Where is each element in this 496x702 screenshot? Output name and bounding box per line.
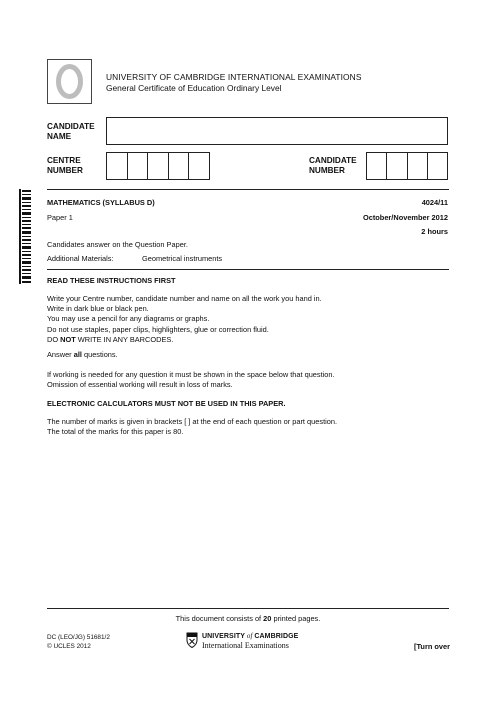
instruction-line: You may use a pencil for any diagrams or graphs.	[47, 314, 210, 324]
instructions-list	[47, 294, 447, 345]
working-instruction: If working is needed for any question it must be shown in the space below that question. Omission of essential working will result in loss of marks.	[47, 370, 335, 390]
candidate-name-field[interactable]	[106, 117, 448, 145]
paper-code: 4024/11	[421, 198, 448, 207]
instruction-line: Write in dark blue or black pen.	[47, 304, 149, 314]
digit-cell[interactable]	[148, 153, 169, 179]
centre-number-label: CENTRE NUMBER	[47, 156, 83, 175]
turn-over-label: [Turn over	[414, 642, 450, 651]
digit-cell[interactable]	[128, 153, 149, 179]
answer-on-paper: Candidates answer on the Question Paper.	[47, 240, 188, 249]
instruction-line: DO NOT WRITE IN ANY BARCODES.	[47, 334, 174, 344]
divider	[47, 608, 449, 609]
digit-cell[interactable]	[107, 153, 128, 179]
instruction-line: Do not use staples, paper clips, highlighters, glue or correction fluid.	[47, 324, 269, 334]
additional-materials-value: Geometrical instruments	[142, 254, 223, 263]
exam-duration: 2 hours	[421, 227, 448, 236]
calculator-notice: ELECTRONIC CALCULATORS MUST NOT BE USED IN THIS PAPER.	[47, 399, 286, 408]
paper-number: Paper 1	[47, 213, 73, 222]
candidate-name-label: CANDIDATE NAME	[47, 122, 95, 141]
additional-materials-label: Additional Materials:	[47, 254, 114, 263]
digit-cell[interactable]	[189, 153, 209, 179]
qualification-level: General Certificate of Education Ordinary Level	[106, 83, 282, 93]
digit-cell[interactable]	[387, 153, 407, 179]
document-reference: DC (LEO/JG) 51681/2 © UCLES 2012	[47, 634, 110, 650]
digit-cell[interactable]	[169, 153, 190, 179]
divider	[47, 189, 449, 190]
instructions-heading: READ THESE INSTRUCTIONS FIRST	[47, 276, 176, 285]
marks-instruction: The number of marks is given in brackets [ ] at the end of each question or part question. The total of the marks for this paper is 80.	[47, 417, 338, 437]
digit-cell[interactable]	[408, 153, 428, 179]
divider	[47, 269, 449, 270]
cambridge-wordmark: UNIVERSITY of CAMBRIDGE International Examinations	[202, 632, 299, 650]
syllabus-logo	[47, 59, 92, 104]
cambridge-crest-icon	[186, 632, 198, 648]
candidate-number-label: CANDIDATE NUMBER	[309, 156, 357, 175]
candidate-number-field[interactable]	[366, 152, 448, 180]
digit-cell[interactable]	[428, 153, 447, 179]
answer-all-instruction: Answer all questions.	[47, 350, 118, 359]
instruction-line: Write your Centre number, candidate number and name on all the work you hand in.	[47, 294, 322, 303]
page-count-notice: This document consists of 20 printed pages.	[175, 614, 321, 623]
digit-cell[interactable]	[367, 153, 387, 179]
institution-name: UNIVERSITY OF CAMBRIDGE INTERNATIONAL EXAMINATIONS	[106, 72, 362, 82]
exam-session: October/November 2012	[362, 213, 448, 222]
centre-number-field[interactable]	[106, 152, 210, 180]
subject-title: MATHEMATICS (SYLLABUS D)	[47, 198, 155, 207]
barcode	[19, 189, 31, 284]
